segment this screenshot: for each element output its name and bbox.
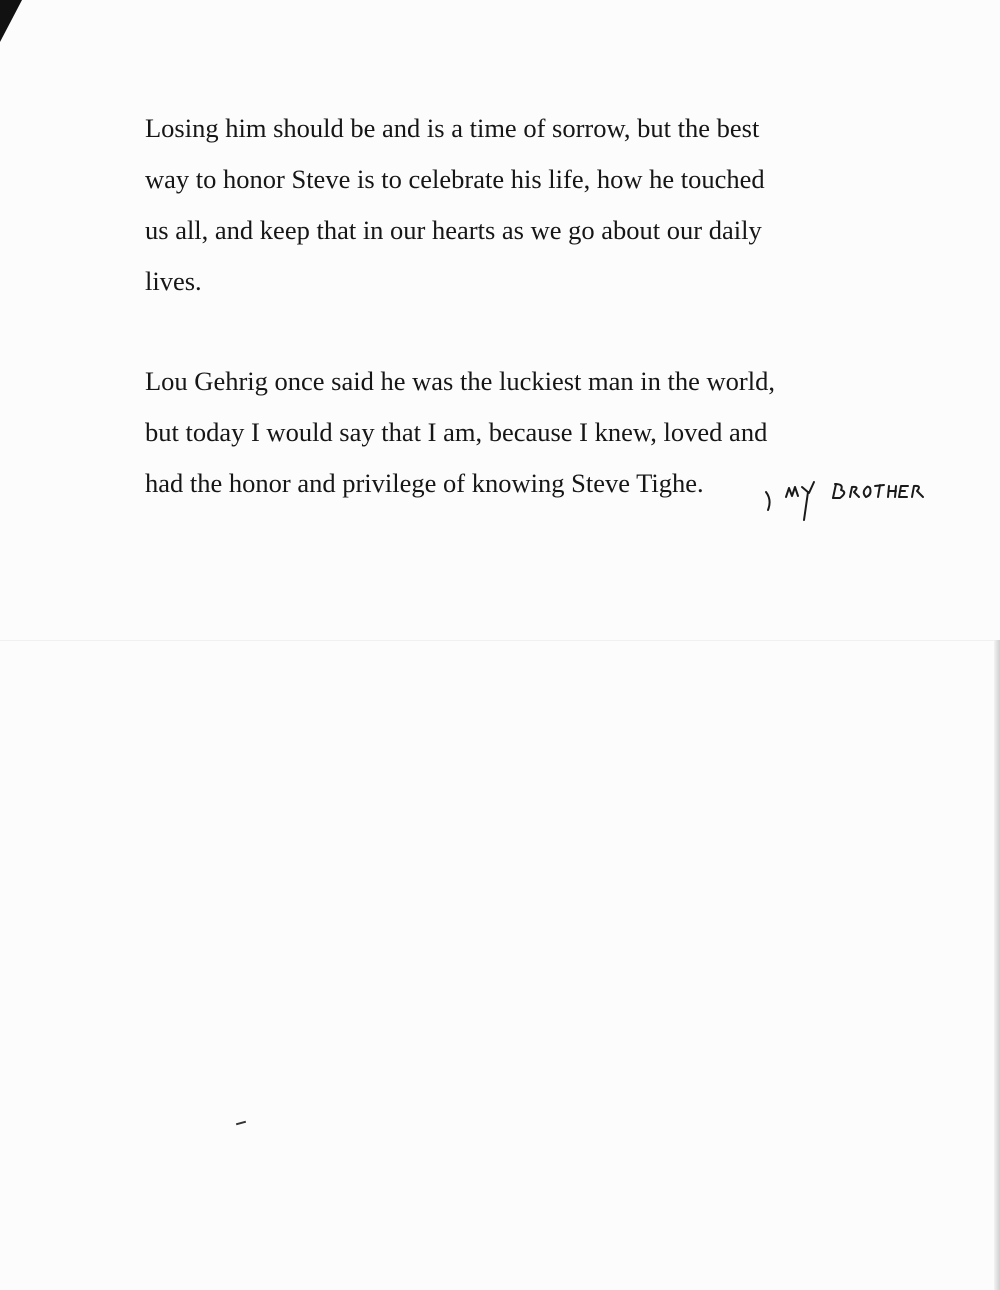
- handwritten-annotation: [762, 470, 942, 530]
- paragraph-1-line-2: way to honor Steve is to celebrate his life, how he touched: [145, 164, 765, 194]
- paragraph-2-line-3: had the honor and privilege of knowing Steve Tighe.: [145, 468, 704, 498]
- page-edge-shadow: [994, 640, 1000, 1290]
- paragraph-1-line-4: lives.: [145, 266, 202, 296]
- paragraph-2-line-2: but today I would say that I am, because I knew, loved and: [145, 417, 768, 447]
- paragraph-1-line-3: us all, and keep that in our hearts as we go about our daily: [145, 215, 762, 245]
- ink-speck: [236, 1121, 246, 1126]
- page-fold-line: [0, 640, 1000, 641]
- page-corner-mark: [0, 0, 22, 42]
- paragraph-2: [145, 356, 865, 509]
- paragraph-1-line-1: Losing him should be and is a time of sorrow, but the best: [145, 113, 760, 143]
- paragraph-1: [145, 103, 865, 307]
- paragraph-2-line-1: Lou Gehrig once said he was the luckiest man in the world,: [145, 366, 775, 396]
